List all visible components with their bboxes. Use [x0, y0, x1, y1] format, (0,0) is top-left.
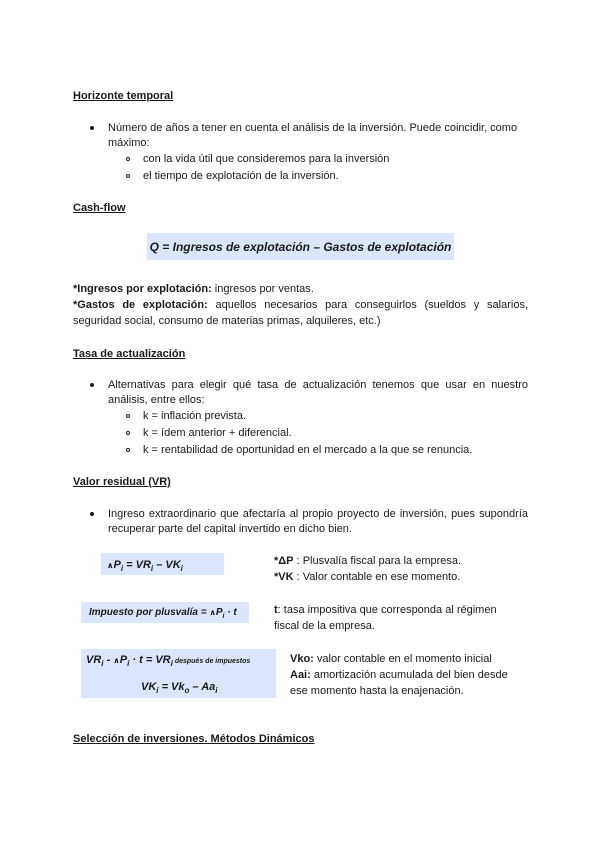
ingresos-line — [73, 281, 314, 297]
sub-bullet — [126, 157, 130, 161]
vr-formula: $VR_i$ - $\wedge P_i \cdot t = VR_i$ después de impuestos — [86, 654, 251, 669]
gastos-line-1 — [73, 297, 528, 313]
ingresos-text: ingresos por ventas. — [211, 283, 314, 295]
tasa-sub-2: k = ídem anterior + diferencial. — [143, 427, 292, 439]
heading-valor-residual: Valor residual (VR) — [73, 476, 171, 488]
plusvalia-formula: $\wedge P_i = VR_i - VK_i$ — [107, 559, 183, 574]
heading-seleccion: Selección de inversiones. Métodos Dinámicos — [73, 733, 315, 745]
note-aai-2: ese momento hasta la enajenación. — [290, 685, 464, 697]
horizonte-text-2: máximo: — [108, 137, 150, 149]
bullet — [90, 512, 94, 516]
gastos-label: *Gastos de explotación: — [73, 299, 208, 311]
note-t: t: tasa impositiva que corresponda al régimen — [274, 604, 497, 616]
tasa-text-2: análisis, entre ellos: — [108, 394, 205, 406]
horizonte-text-1: Número de años a tener en cuenta el análisis de la inversión. Puede coincidir, como — [108, 122, 518, 134]
gastos-line-2: seguridad social, consumo de materias primas, alquileres, etc.) — [73, 315, 381, 327]
note-vko: Vko: valor contable en el momento inicial — [290, 653, 492, 665]
tasa-sub-1: k = inflación prevista. — [143, 410, 247, 422]
heading-horizonte: Horizonte temporal — [73, 90, 174, 102]
gastos-text: aquellos necesarios para conseguirlos (sueldos y salarios, — [207, 299, 529, 311]
horizonte-sub-1: con la vida útil que consideremos para la inversión — [143, 153, 390, 165]
tasa-text-1: Alternativas para elegir qué tasa de actualización tenemos que usar en nuestro — [108, 379, 528, 391]
sub-bullet — [126, 431, 130, 435]
note-t-2: fiscal de la empresa. — [274, 620, 375, 632]
note-aai: Aai: amortización acumulada del bien desde — [290, 669, 508, 681]
sub-bullet — [126, 448, 130, 452]
horizonte-sub-2: el tiempo de explotación de la inversión. — [143, 170, 339, 182]
tasa-sub-3: k = rentabilidad de oportunidad en el mercado a la que se renuncia. — [143, 444, 473, 456]
valor-text-2: recuperar parte del capital invertido en dicho bien. — [108, 523, 352, 535]
valor-text-1: Ingreso extraordinario que afectaría al propio proyecto de inversión, pues supondría — [108, 508, 528, 520]
vk-formula: $VK_i = Vk_o - Aa_i$ — [141, 681, 218, 696]
ingresos-label: *Ingresos por explotación: — [73, 283, 212, 295]
note-deltap: *ΔP : Plusvalía fiscal para la empresa. — [274, 555, 462, 567]
impuesto-formula: Impuesto por plusvalía = $\wedge P_i \cdot t$ — [89, 607, 237, 620]
heading-tasa: Tasa de actualización — [73, 348, 186, 360]
sub-bullet — [126, 414, 130, 418]
sub-bullet — [126, 174, 130, 178]
cashflow-formula: Q = Ingresos de explotación – Gastos de explotación — [149, 240, 452, 254]
bullet — [90, 383, 94, 387]
note-vk: *VK : Valor contable en ese momento. — [274, 571, 461, 583]
heading-cashflow: Cash-flow — [73, 202, 126, 214]
bullet — [90, 126, 94, 130]
